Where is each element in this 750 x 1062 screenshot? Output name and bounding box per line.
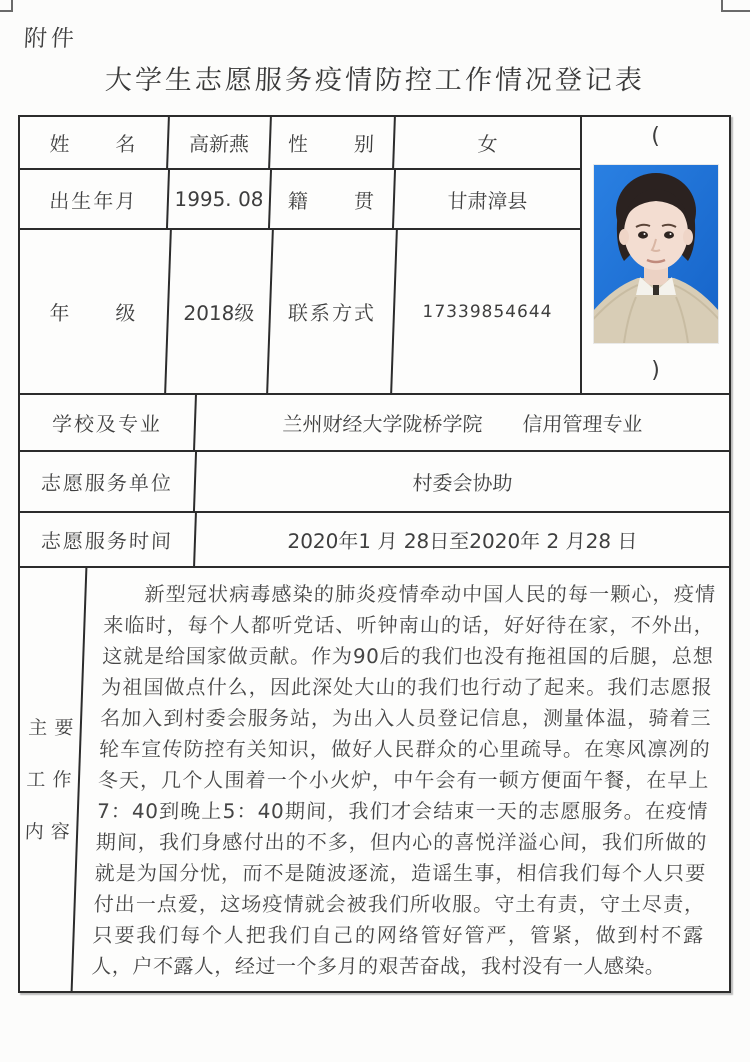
table-row-birth-origin <box>20 170 580 230</box>
registration-table <box>18 115 731 993</box>
work-label-line-2: 工作 <box>26 768 79 791</box>
time-value-cell: 2020年1 月 28日至2020年 2 月28 日 <box>287 529 638 553</box>
table-row-name-gender <box>20 117 580 170</box>
table-row-school <box>20 393 729 450</box>
contact-label-cell: 联系方式 <box>268 230 398 393</box>
work-label-line-1: 主要 <box>27 716 81 739</box>
scan-corner-mark-top-left <box>0 0 13 12</box>
origin-label-cell: 籍 贯 <box>270 170 396 228</box>
birth-value-cell: 1995. 08 <box>168 170 272 228</box>
id-photo <box>594 165 718 343</box>
work-label-line-3: 内容 <box>24 820 78 843</box>
table-row-work-content <box>20 566 729 991</box>
name-value-cell: 高新燕 <box>168 117 272 168</box>
school-label-cell: 学校及专业 <box>19 395 197 450</box>
time-label-cell: 志愿服务时间 <box>19 513 197 566</box>
name-label-cell: 姓 名 <box>19 117 170 168</box>
work-content-label-cell <box>13 568 88 991</box>
attachment-label: 附件 <box>23 26 79 52</box>
gender-label-cell: 性 别 <box>270 117 396 168</box>
grade-value-cell: 2018级 <box>166 230 274 393</box>
work-content-paragraph: 新型冠状病毒感染的肺炎疫情牵动中国人民的每一颗心，疫情来临时，每个人都听党话、听钟南山的话，好好待在家，不外出，这就是给国家做贡献。作为90后的我们也没有拖祖国的后腿，总想为祖国做点什么，因此深处大山的我们也行动了起来。我们志愿报名加入到村委会服务站，为出入人员登记信息，测量体温，骑着三轮车宣传防控有关知识，做好人民群众的心里疏导。在寒风凛冽的冬天，几个人围着一个小火炉，中午会有一顿方便面午餐，在早上7：40到晚上5：40期间，我们才会结束一天的志愿服务。在疫情期间，我们身感付出的不多，但内心的喜悦洋溢心间，我们所做的就是为国分忧，而不是随波逐流，造谣生事，相信我们每个人只要付出一点爱，这场疫情就会被我们所收服。守土有责，守土尽责，只要我们每个人把我们自己的网络管好管严，管紧，做到村不露人，户不露人，经过一个多月的艰苦奋战，我村没有一人感染。 <box>91 582 716 978</box>
page-title: 大学生志愿服务疫情防控工作情况登记表 <box>104 65 646 96</box>
table-row-grade-contact <box>20 230 580 393</box>
table-row-time <box>20 511 729 566</box>
table-top-left-grid <box>20 117 582 393</box>
scan-corner-mark-top-right <box>721 0 750 12</box>
photo-cell <box>582 117 729 393</box>
id-photo-illustration <box>594 165 718 343</box>
unit-value-cell: 村委会协助 <box>412 471 513 495</box>
grade-label-cell: 年 级 <box>17 230 172 393</box>
gender-value-cell: 女 <box>477 132 498 156</box>
table-row-unit <box>20 450 729 511</box>
unit-label-cell: 志愿服务单位 <box>19 452 197 511</box>
photo-open-paren: ( <box>651 124 660 149</box>
school-value-cell: 兰州财经大学陇桥学院 信用管理专业 <box>282 412 643 436</box>
contact-value-cell: 17339854644 <box>422 301 553 322</box>
origin-value-cell: 甘肃漳县 <box>447 188 528 213</box>
work-content-value-cell <box>80 568 729 991</box>
birth-label-cell: 出生年月 <box>19 170 170 228</box>
table-top-section <box>20 117 729 393</box>
photo-close-paren: ) <box>651 358 660 383</box>
